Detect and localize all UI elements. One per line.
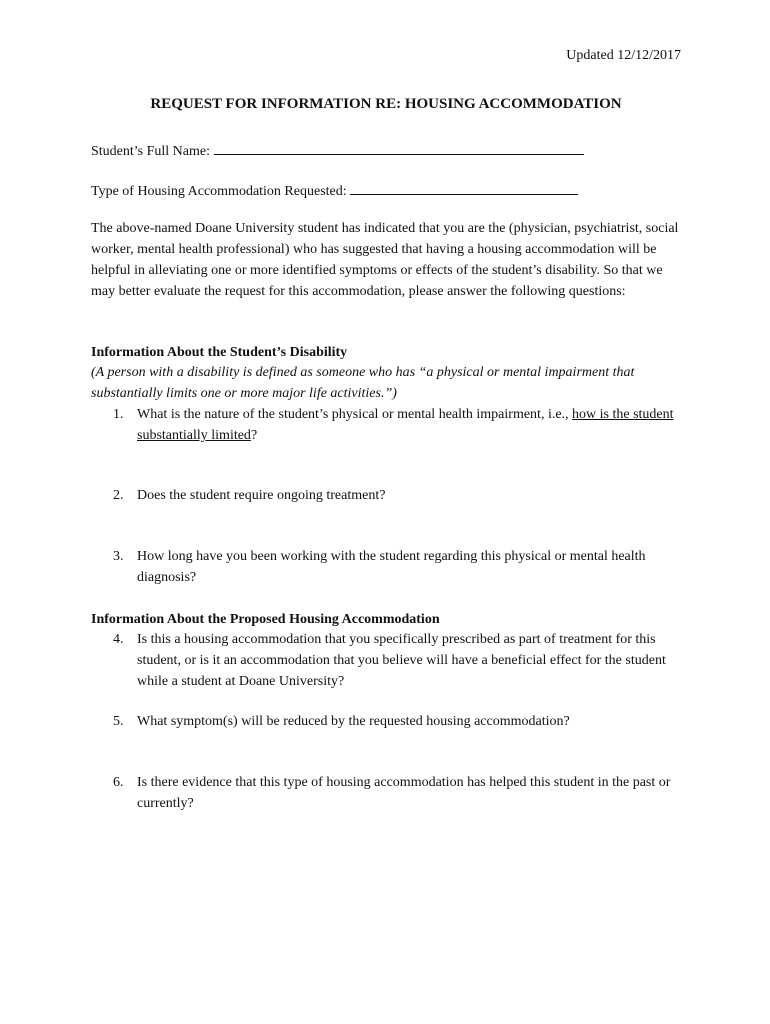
- page-title: REQUEST FOR INFORMATION RE: HOUSING ACCOMMODATION: [150, 96, 622, 112]
- student-name-line[interactable]: [214, 139, 584, 155]
- question-text: Does the student require ongoing treatment?: [137, 488, 386, 503]
- question-number: 5.: [113, 714, 124, 729]
- question-text: What is the nature of the student’s physical or mental health impairment, i.e., how is the student substantially limited?: [137, 407, 674, 443]
- underlined-phrase: how is the student substantially limited: [137, 407, 674, 443]
- question-number: 2.: [113, 488, 124, 503]
- updated-date: Updated 12/12/2017: [566, 48, 681, 63]
- question-number: 3.: [113, 549, 124, 564]
- accommodation-type-line[interactable]: [350, 179, 578, 195]
- accommodation-type-label: Type of Housing Accommodation Requested:: [91, 184, 347, 199]
- question-text: What symptom(s) will be reduced by the requested housing accommodation?: [137, 714, 570, 729]
- question-text: Is this a housing accommodation that you specifically prescribed as part of treatment for this student, or is it an accommodation that you believe will have a beneficial effect for the student while a student at Doane University?: [137, 632, 666, 689]
- question-number: 4.: [113, 632, 124, 647]
- intro-paragraph: The above-named Doane University student has indicated that you are the (physician, psychiatrist, social worker, mental health professional) who has suggested that having a housing accommodation will be helpful in alleviating one or more identified symptoms or effects of the student’s disability. So that we may better evaluate the request for this accommodation, please answer the following questions:: [91, 221, 679, 299]
- question-text: How long have you been working with the student regarding this physical or mental health diagnosis?: [137, 549, 646, 585]
- question-number: 1.: [113, 407, 124, 422]
- student-name-field: [91, 139, 584, 162]
- section-heading-disability: Information About the Student’s Disability: [91, 345, 348, 360]
- accommodation-type-field: [91, 179, 578, 202]
- question-text: Is there evidence that this type of housing accommodation has helped this student in the past or currently?: [137, 775, 671, 811]
- disability-definition: (A person with a disability is defined as someone who has “a physical or mental impairment that substantially limits one or more major life activities.”): [91, 365, 635, 401]
- student-name-label: Student’s Full Name:: [91, 144, 210, 159]
- question-number: 6.: [113, 775, 124, 790]
- section-heading-accommodation: Information About the Proposed Housing Accommodation: [91, 612, 440, 627]
